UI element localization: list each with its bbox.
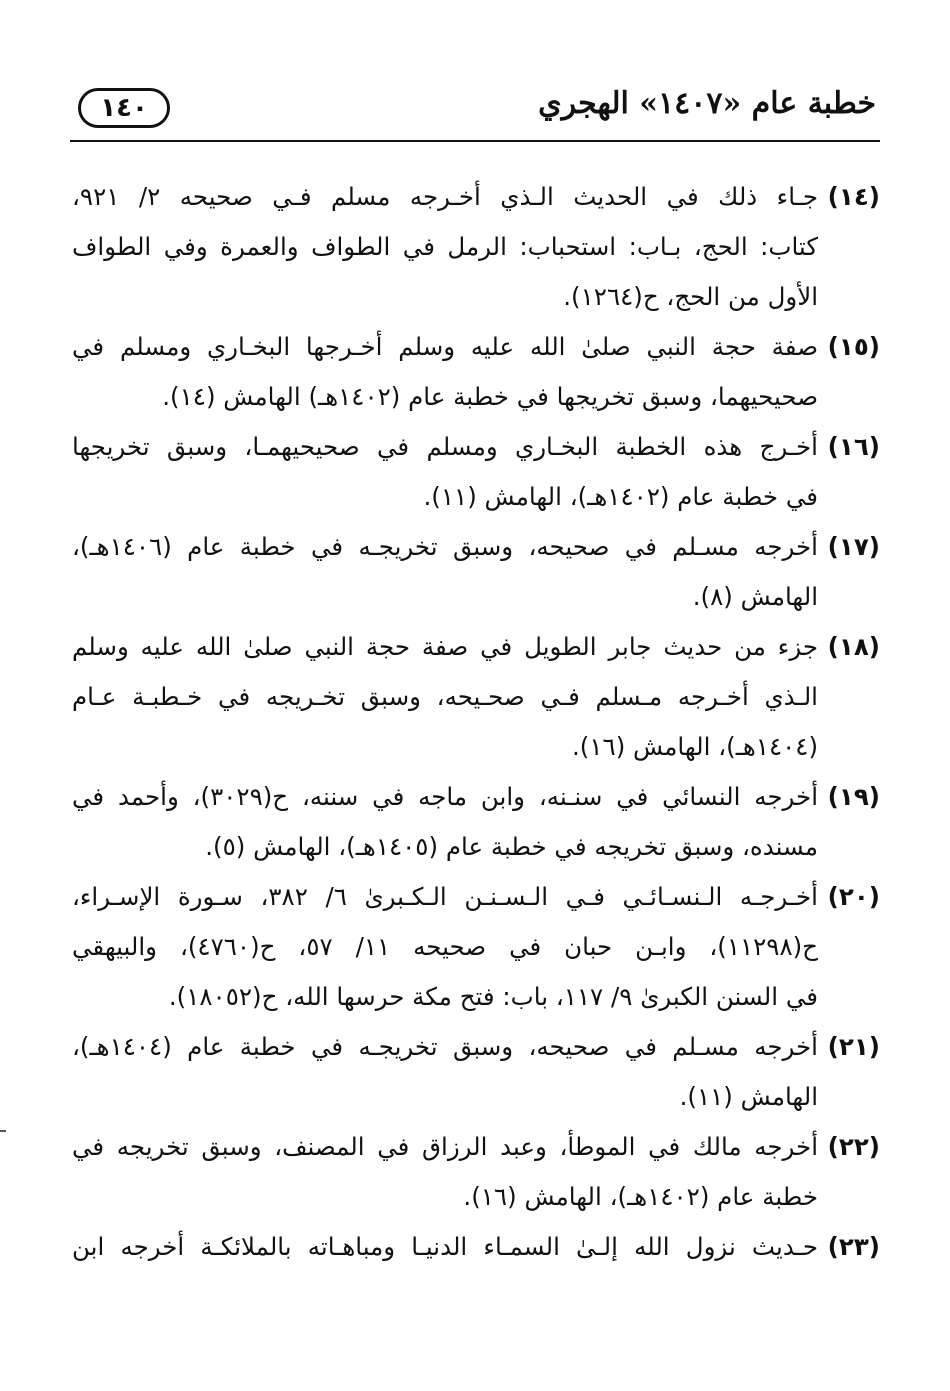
footnote-number: (١٥) xyxy=(827,332,880,361)
scan-speck xyxy=(0,1130,6,1132)
footnote-line: أخـرجـه الـنسـائـي فـي الـسـنـن الـكـبرىٰ ٦/ ٣٨٢، سـورة الإسـراء، xyxy=(72,882,818,911)
footnote-line: جـاء ذلك في الحديث الـذي أخـرجه مسلم فـي صحيحه ٢/ ٩٢١، xyxy=(72,182,818,211)
footnote-number: (١٩) xyxy=(827,782,880,811)
footnote-text xyxy=(72,772,818,872)
footnote-line: جزء من حديث جابر الطويل في صفة حجة النبي صلىٰ الله عليه وسلم xyxy=(72,632,818,661)
footnote-line: مسنده، وسبق تخريجه في خطبة عام (١٤٠٥هـ)، الهامش (٥). xyxy=(205,832,818,861)
footnote-line: صفة حجة النبي صلىٰ الله عليه وسلم أخـرجها البخـاري ومسلم في xyxy=(72,332,818,361)
footnote-line: صحيحيهما، وسبق تخريجها في خطبة عام (١٤٠٢هـ) الهامش (١٤). xyxy=(162,382,818,411)
footnote-text xyxy=(72,522,818,622)
footnote-line: ح(١١٢٩٨)، وابـن حبان في صحيحه ١١/ ٥٧، ح(٤٧٦٠)، والبيهقي xyxy=(72,932,818,961)
footnote-number: (١٦) xyxy=(827,432,880,461)
running-title: خطبة عام «١٤٠٧» الهجري xyxy=(538,86,876,121)
footnote-line: كتاب: الحج، بـاب: استحباب: الرمل في الطواف والعمرة وفي الطواف xyxy=(72,232,818,261)
footnote-text xyxy=(72,872,818,1022)
footnote-21 xyxy=(72,1022,880,1122)
footnote-19 xyxy=(72,772,880,872)
footnote-line: خطبة عام (١٤٠٢هـ)، الهامش (١٦). xyxy=(463,1182,818,1211)
footnote-line: (١٤٠٤هـ)، الهامش (١٦). xyxy=(572,732,818,761)
footnote-text xyxy=(72,322,818,422)
footnote-line: حـديث نزول الله إلـىٰ السمـاء الدنيـا ومباهـاته بالملائكـة أخرجه ابن xyxy=(72,1232,818,1261)
footnote-line: في السنن الكبرىٰ ٩/ ١١٧، باب: فتح مكة حرسها الله، ح(١٨٠٥٢). xyxy=(168,982,818,1011)
footnote-line: أخـرج هذه الخطبة البخـاري ومسلم في صحيحيهمـا، وسبق تخريجها xyxy=(72,432,818,461)
footnote-line: الهامش (١١). xyxy=(679,1082,818,1111)
footnote-text xyxy=(72,1122,818,1222)
footnote-18 xyxy=(72,622,880,772)
footnote-number: (١٨) xyxy=(827,632,880,661)
footnote-line: في خطبة عام (١٤٠٢هـ)، الهامش (١١). xyxy=(423,482,818,511)
footnote-line: الـذي أخـرجه مـسلم فـي صحـيحه، وسبق تخـريجه في خـطبـة عـام xyxy=(72,682,818,711)
header-rule xyxy=(70,140,880,142)
footnote-14 xyxy=(72,172,880,322)
footnote-line: أخرجه مالك في الموطأ، وعبد الرزاق في المصنف، وسبق تخريجه في xyxy=(72,1132,818,1161)
footnote-number: (٢١) xyxy=(827,1032,880,1061)
footnote-line: أخرجه مسـلم في صحيحه، وسبق تخريجـه في خطبة عام (١٤٠٤هـ)، xyxy=(72,1032,818,1061)
page-number-badge: ١٤٠ xyxy=(78,88,170,128)
footnote-number: (١٧) xyxy=(827,532,880,561)
footnote-line: الهامش (٨). xyxy=(692,582,818,611)
footnote-line: أخرجه النسائي في سنـنه، وابن ماجه في سننه، ح(٣٠٢٩)، وأحمد في xyxy=(72,782,818,811)
footnote-line: الأول من الحج، ح(١٢٦٤). xyxy=(563,282,818,311)
footnotes-list xyxy=(72,172,880,1272)
footnote-number: (٢٠) xyxy=(827,882,880,911)
footnote-number: (١٤) xyxy=(827,182,880,211)
footnote-20 xyxy=(72,872,880,1022)
footnote-number: (٢٢) xyxy=(827,1132,880,1161)
footnote-line: أخرجه مسـلم في صحيحه، وسبق تخريجـه في خطبة عام (١٤٠٦هـ)، xyxy=(72,532,818,561)
footnote-text xyxy=(72,422,818,522)
footnote-number: (٢٣) xyxy=(827,1232,880,1261)
page-header xyxy=(70,80,880,142)
footnote-23 xyxy=(72,1222,880,1272)
footnote-22 xyxy=(72,1122,880,1222)
footnote-text xyxy=(72,622,818,772)
footnote-17 xyxy=(72,522,880,622)
footnote-text xyxy=(72,1222,818,1272)
footnote-15 xyxy=(72,322,880,422)
footnote-text xyxy=(72,1022,818,1122)
footnote-16 xyxy=(72,422,880,522)
footnote-text xyxy=(72,172,818,322)
